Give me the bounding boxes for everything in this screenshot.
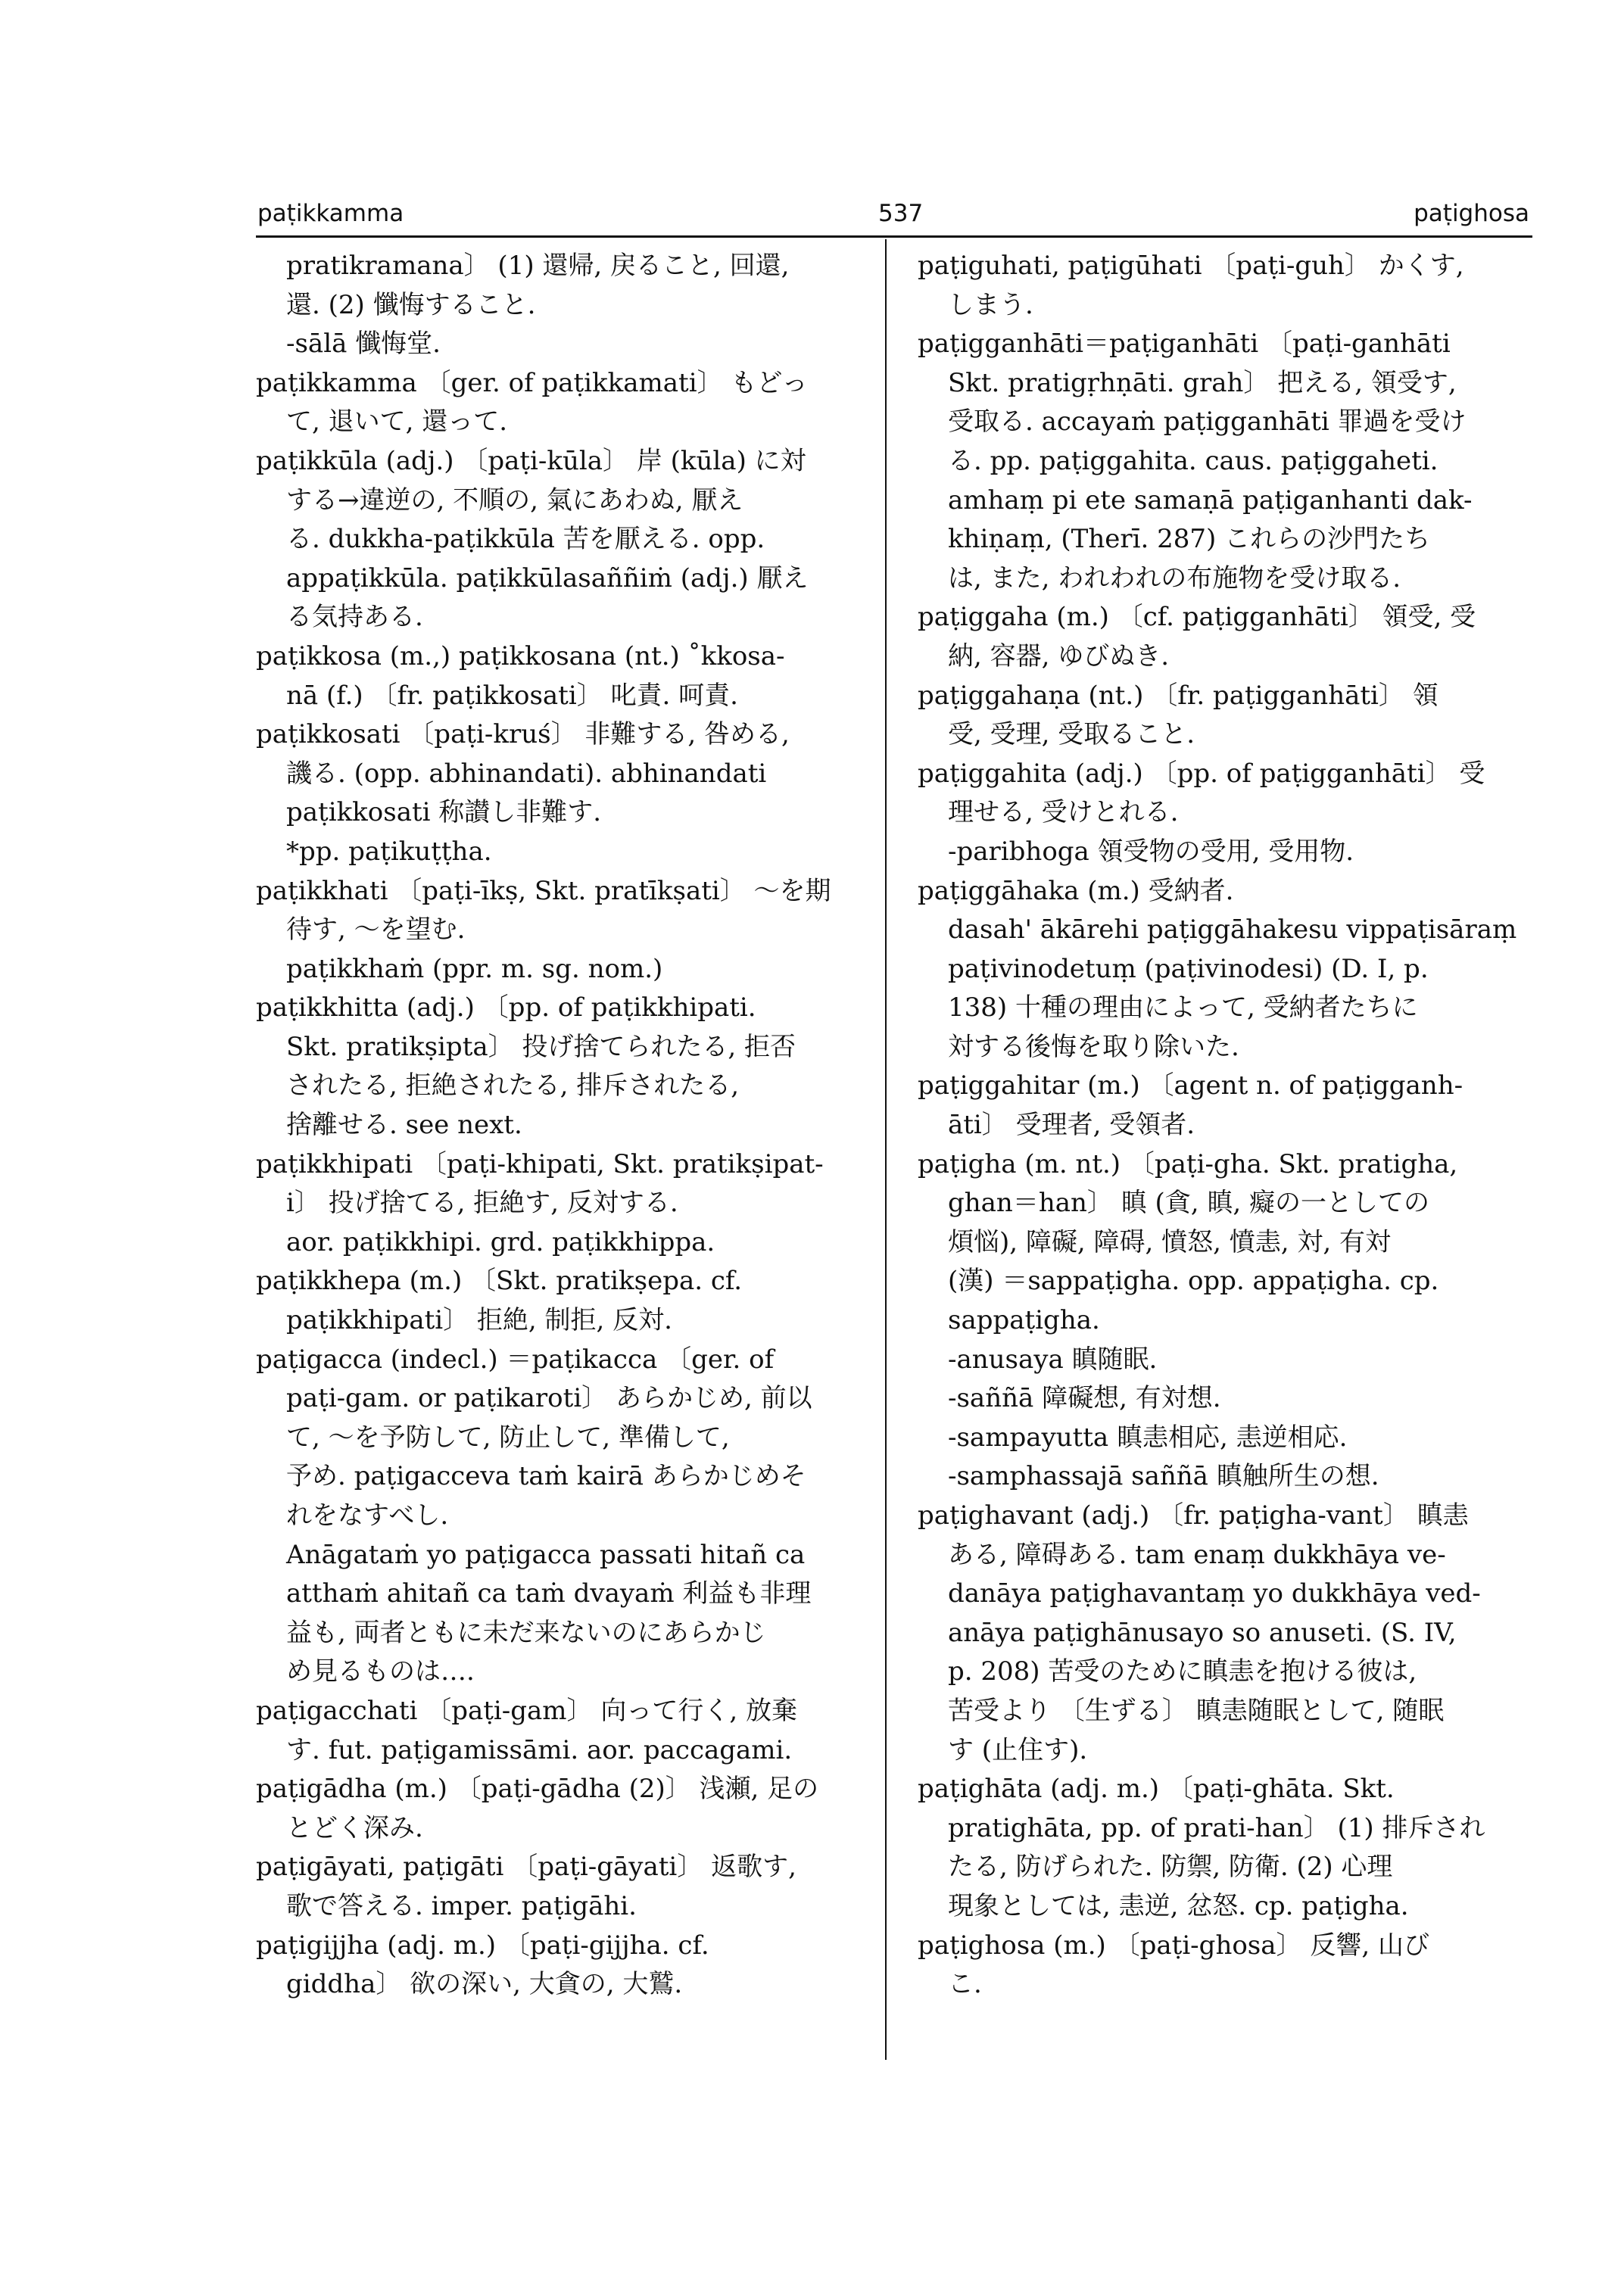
right-column xyxy=(918,247,1528,2005)
entry-line: 譏る. (opp. abhinandati). abhinandati xyxy=(286,758,767,789)
entry-line: 予め. paṭigacceva taṁ kairā あらかじめそ xyxy=(286,1461,806,1492)
dictionary-entry xyxy=(256,1927,866,2005)
entry-line: -sālā 懺悔堂. xyxy=(286,329,441,360)
entry-line: る. dukkha-paṭikkūla 苦を厭える. opp. xyxy=(286,524,765,555)
entry-line: しまう. xyxy=(948,289,1033,320)
entry-line: (漢) ＝sappaṭigha. opp. appaṭigha. cp. xyxy=(948,1266,1439,1297)
entry-line: atthaṁ ahitañ ca taṁ dvayaṁ 利益も非理 xyxy=(286,1578,812,1609)
entry-line: danāya paṭighavantaṃ yo dukkhāya ved- xyxy=(948,1578,1481,1609)
entry-line: paṭikkhipati 〔paṭi-khipati, Skt. pratikṣipat- xyxy=(256,1148,824,1179)
entry-line: め見るものは…. xyxy=(286,1656,475,1687)
entry-line: paṭigganhāti＝paṭiganhāti 〔paṭi-ganhāti xyxy=(918,329,1451,360)
entry-line: 歌で答える. imper. paṭigāhi. xyxy=(286,1890,637,1921)
entry-line: amhaṃ pi ete samaṇā paṭiganhanti dak- xyxy=(948,484,1473,516)
entry-line: paṭiggahaṇa (nt.) 〔fr. paṭigganhāti〕 領 xyxy=(918,680,1439,711)
entry-continuation xyxy=(918,1457,1528,1497)
entry-line: paṭigāyati, paṭigāti 〔paṭi-gāyati〕 返歌す, xyxy=(256,1852,796,1883)
entry-line: Skt. pratikṣipta〕 投げ捨てられたる, 拒否 xyxy=(286,1031,796,1062)
entry-line: 益も, 両者ともに未だ来ないのにあらかじ xyxy=(286,1617,766,1648)
dictionary-entry xyxy=(256,1262,866,1340)
entry-continuation xyxy=(918,833,1528,872)
entry-line: -paribhoga 領受物の受用, 受用物. xyxy=(948,836,1354,867)
entry-line: 現象としては, 恚逆, 忿怒. cp. paṭigha. xyxy=(948,1890,1409,1921)
entry-line: れをなすべし. xyxy=(286,1500,449,1531)
entry-line: paṭikkhipati〕 拒絶, 制拒, 反対. xyxy=(286,1305,672,1336)
entry-line: giddha〕 欲の深い, 大貪の, 大鷲. xyxy=(286,1969,683,2000)
entry-line: paṭighavant (adj.) 〔fr. paṭigha-vant〕 瞋恚 xyxy=(918,1500,1469,1531)
entry-line: paṭigacca (indecl.) ＝paṭikacca 〔ger. of xyxy=(256,1344,775,1375)
entry-line: paṭikkosati 〔paṭi-kruś〕 非難する, 咎める, xyxy=(256,719,790,750)
entry-line: nā (f.) 〔fr. paṭikkosati〕 叱責. 呵責. xyxy=(286,680,738,711)
entry-line: pratikramana〕 (1) 還帰, 戻ること, 回還, xyxy=(286,251,790,281)
entry-line: paṭigijjha (adj. m.) 〔paṭi-gijjha. cf. xyxy=(256,1930,709,1961)
dictionary-entry xyxy=(918,325,1528,598)
entry-line: paṭigādha (m.) 〔paṭi-gādha (2)〕 浅瀬, 足の xyxy=(256,1774,819,1805)
dictionary-entry xyxy=(256,1848,866,1926)
entry-line: されたる, 拒絶されたる, 排斥されたる, xyxy=(286,1070,740,1101)
entry-line: paṭi-gam. or paṭikaroti〕 あらかじめ, 前以 xyxy=(286,1383,812,1414)
dictionary-entry xyxy=(918,872,1528,911)
entry-continuation xyxy=(256,1536,866,1692)
entry-line: *pp. paṭikuṭṭha. xyxy=(286,836,492,867)
entry-line: 受, 受理, 受取ること. xyxy=(948,719,1195,750)
entry-line: i〕 投げ捨てる, 拒絶す, 反対する. xyxy=(286,1188,678,1219)
entry-line: paṭikkhati 〔paṭi-īkṣ, Skt. pratīkṣati〕 ～を期 xyxy=(256,875,831,906)
entry-line: dasah' ākārehi paṭiggāhakesu vippaṭisāraṃ xyxy=(948,914,1517,946)
entry-line: paṭiggahitar (m.) 〔agent n. of paṭigganh- xyxy=(918,1070,1463,1101)
entry-line: 理せる, 受けとれる. xyxy=(948,797,1179,828)
entry-line: る気持ある. xyxy=(286,602,423,633)
entry-line: ある, 障碍ある. tam enaṃ dukkhāya ve- xyxy=(948,1539,1446,1570)
dictionary-entry xyxy=(256,989,866,1145)
entry-line: pratighāta, pp. of prati-han〕 (1) 排斥され xyxy=(948,1812,1485,1843)
entry-line: 受取る. accayaṁ paṭigganhāti 罪過を受け xyxy=(948,407,1467,438)
entry-line: khiṇaṃ, (Therī. 287) これらの沙門たち xyxy=(948,524,1431,555)
entry-line: paṭikkūla (adj.) 〔paṭi-kūla〕 岸 (kūla) に対 xyxy=(256,445,806,476)
entry-line: 煩悩), 障礙, 障碍, 憤怒, 憤恚, 対, 有対 xyxy=(948,1226,1391,1257)
dictionary-entry xyxy=(256,715,866,833)
entry-line: paṭivinodetuṃ (paṭivinodesi) (D. I, p. xyxy=(948,953,1429,984)
entry-line: こ. xyxy=(948,1969,982,2000)
entry-line: aor. paṭikkhipi. grd. paṭikkhippa. xyxy=(286,1226,715,1257)
entry-line: る. pp. paṭiggahita. caus. paṭiggaheti. xyxy=(948,445,1439,476)
entry-line: 納, 容器, ゆびぬき. xyxy=(948,640,1170,671)
entry-line: とどく深み. xyxy=(286,1812,423,1843)
dictionary-entry xyxy=(918,1067,1528,1145)
dictionary-entry xyxy=(256,442,866,637)
header-right-guideword: paṭighosa xyxy=(1414,200,1529,227)
entry-line: 還. (2) 懺悔すること. xyxy=(286,289,536,320)
entry-line: -saññā 障礙想, 有対想. xyxy=(948,1383,1221,1414)
entry-continuation xyxy=(256,950,866,989)
entry-line: paṭikkhitta (adj.) 〔pp. of paṭikkhipati. xyxy=(256,992,756,1023)
dictionary-entry xyxy=(256,1145,866,1223)
entry-line: す (止住す). xyxy=(948,1734,1088,1765)
entry-continuation xyxy=(918,911,1528,1067)
dictionary-entry xyxy=(918,1927,1528,2005)
dictionary-entry xyxy=(918,247,1528,325)
entry-continuation xyxy=(256,325,866,364)
entry-line: paṭigacchati 〔paṭi-gam〕 向って行く, 放棄 xyxy=(256,1695,797,1726)
entry-line: paṭiggāhaka (m.) 受納者. xyxy=(918,875,1234,906)
entry-line: 138) 十種の理由によって, 受納者たちに xyxy=(948,992,1418,1023)
dictionary-entry xyxy=(256,637,866,715)
entry-line: paṭikkhepa (m.) 〔Skt. pratikṣepa. cf. xyxy=(256,1266,743,1297)
entry-line: p. 208) 苦受のために瞋恚を抱ける彼は, xyxy=(948,1656,1417,1687)
entry-line: -samphassajā saññā 瞋触所生の想. xyxy=(948,1461,1379,1492)
header-left-guideword: paṭikkamma xyxy=(257,200,404,227)
entry-line: paṭikkamma 〔ger. of paṭikkamati〕 もどっ xyxy=(256,367,808,398)
dictionary-entry xyxy=(918,1770,1528,1926)
dictionary-entry xyxy=(918,677,1528,755)
dictionary-entry xyxy=(918,755,1528,833)
entry-line: て, ～を予防して, 防止して, 準備して, xyxy=(286,1422,730,1453)
entry-continuation xyxy=(918,1341,1528,1380)
dictionary-entry xyxy=(256,364,866,442)
entry-line: paṭighosa (m.) 〔paṭi-ghosa〕 反響, 山び xyxy=(918,1930,1429,1961)
dictionary-entry xyxy=(256,1341,866,1536)
entry-line: āti〕 受理者, 受領者. xyxy=(948,1110,1195,1141)
entry-line: 対する後悔を取り除いた. xyxy=(948,1031,1239,1062)
entry-line: Skt. pratigṛhṇāti. grah〕 把える, 領受す, xyxy=(948,367,1457,398)
entry-line: -sampayutta 瞋恚相応, 恚逆相応. xyxy=(948,1422,1348,1453)
entry-line: paṭigha (m. nt.) 〔paṭi-gha. Skt. pratigha, xyxy=(918,1148,1458,1179)
entry-line: -anusaya 瞋随眠. xyxy=(948,1344,1158,1375)
entry-line: paṭikkosati 称讃し非難す. xyxy=(286,797,602,828)
entry-continuation xyxy=(256,833,866,872)
entry-line: paṭiggahita (adj.) 〔pp. of paṭigganhāti〕 受 xyxy=(918,758,1485,789)
dictionary-entry xyxy=(918,1145,1528,1341)
column-divider xyxy=(885,239,887,2060)
entry-line: 苦受より 〔生ずる〕 瞋恚随眠として, 随眠 xyxy=(948,1695,1445,1726)
entry-line: paṭikkhaṁ (ppr. m. sg. nom.) xyxy=(286,953,663,984)
entry-line: Anāgataṁ yo paṭigacca passati hitañ ca xyxy=(286,1539,806,1570)
entry-continuation xyxy=(256,1223,866,1263)
dictionary-entry xyxy=(256,1692,866,1770)
left-column xyxy=(256,247,866,2005)
entry-line: paṭighāta (adj. m.) 〔paṭi-ghāta. Skt. xyxy=(918,1774,1395,1805)
dictionary-entry xyxy=(918,1497,1528,1770)
entry-line: する→違逆の, 不順の, 氣にあわぬ, 厭え xyxy=(286,484,743,516)
entry-line: は, また, われわれの布施物を受け取る. xyxy=(948,562,1401,594)
entry-line: たる, 防げられた. 防禦, 防衛. (2) 心理 xyxy=(948,1852,1393,1883)
entry-line: sappaṭigha. xyxy=(948,1305,1100,1336)
entry-line: て, 退いて, 還って. xyxy=(286,407,508,438)
dictionary-entry xyxy=(918,598,1528,676)
entry-line: appaṭikkūla. paṭikkūlasaññiṁ (adj.) 厭え xyxy=(286,562,809,594)
entry-line: す. fut. paṭigamissāmi. aor. paccagami. xyxy=(286,1734,793,1765)
entry-line: paṭikkosa (m.,) paṭikkosana (nt.) ˚kkosa- xyxy=(256,640,785,671)
entry-line: anāya paṭighānusayo so anuseti. (S. IV, xyxy=(948,1617,1457,1648)
dictionary-entry xyxy=(256,872,866,950)
header-rule xyxy=(256,235,1532,238)
entry-line: paṭiggaha (m.) 〔cf. paṭigganhāti〕 領受, 受 xyxy=(918,602,1476,633)
entry-line: paṭiguhati, paṭigūhati 〔paṭi-guh〕 かくす, xyxy=(918,251,1464,281)
page-number: 537 xyxy=(878,200,924,227)
entry-line: 待す, ～を望む. xyxy=(286,914,466,946)
entry-continuation xyxy=(256,247,866,325)
entry-continuation xyxy=(918,1419,1528,1458)
entry-line: 捨離せる. see next. xyxy=(286,1110,522,1141)
entry-line: ghan＝han〕 瞋 (貪, 瞋, 癡の一としての xyxy=(948,1188,1430,1219)
page-header xyxy=(257,188,1529,230)
entry-continuation xyxy=(918,1379,1528,1419)
dictionary-entry xyxy=(256,1770,866,1848)
